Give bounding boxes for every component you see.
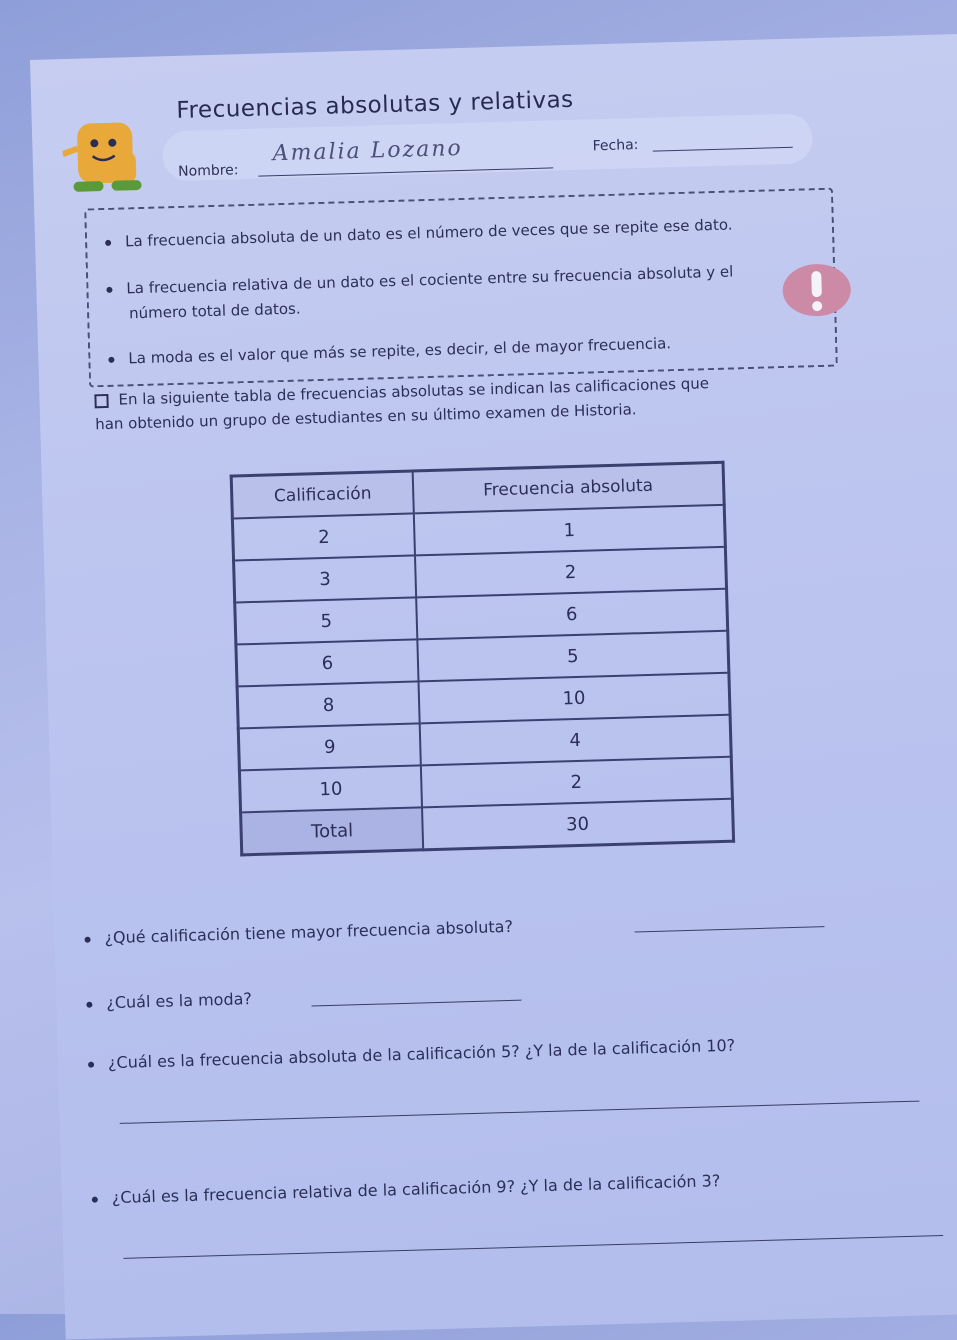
cell-frecuencia: 4 bbox=[420, 715, 732, 766]
question-1: ¿Qué calificación tiene mayor frecuencia absoluta? bbox=[84, 917, 513, 948]
cell-calificacion: 9 bbox=[238, 723, 421, 770]
answer-line-3[interactable] bbox=[120, 1101, 920, 1124]
nombre-signature: Amalia Lozano bbox=[272, 135, 464, 167]
question-3: ¿Cuál es la frecuencia absoluta de la calificación 5? ¿Y la de la calificación 10? bbox=[88, 1036, 736, 1073]
cell-calificacion: 8 bbox=[237, 681, 420, 728]
mascot-icon bbox=[62, 117, 154, 199]
definition-moda: La moda es el valor que más se repite, es decir, el de mayor frecuencia. bbox=[108, 334, 671, 368]
header-frecuencia: Frecuencia absoluta bbox=[413, 462, 725, 513]
question-2: ¿Cuál es la moda? bbox=[86, 989, 252, 1013]
answer-line-2[interactable] bbox=[312, 1000, 522, 1007]
bullet-icon bbox=[88, 1061, 94, 1067]
cell-frecuencia: 2 bbox=[421, 757, 733, 808]
exercise-intro: En la siguiente tabla de frecuencias absolutas se indican las calificaciones que han obtenido un grupo de estudiantes en su último examen de Historia. bbox=[94, 374, 710, 434]
bullet-icon bbox=[105, 239, 111, 245]
answer-line-4[interactable] bbox=[123, 1235, 943, 1259]
cell-frecuencia: 1 bbox=[414, 505, 726, 556]
checkbox-icon bbox=[94, 393, 108, 407]
cell-total-value: 30 bbox=[422, 799, 734, 850]
question-4: ¿Cuál es la frecuencia relativa de la calificación 9? ¿Y la de la calificación 3? bbox=[92, 1171, 721, 1208]
cell-frecuencia: 10 bbox=[418, 673, 730, 724]
cell-calificacion: 10 bbox=[239, 765, 422, 812]
cell-frecuencia: 2 bbox=[415, 547, 727, 598]
cell-total-label: Total bbox=[241, 807, 424, 855]
definition-absoluta: La frecuencia absoluta de un dato es el número de veces que se repite ese dato. bbox=[105, 215, 733, 251]
worksheet-page bbox=[30, 34, 957, 1339]
bullet-icon bbox=[86, 1001, 92, 1007]
bullet-icon bbox=[106, 286, 112, 292]
fecha-label: Fecha: bbox=[592, 137, 639, 155]
definition-relativa: La frecuencia relativa de un dato es el cociente entre su frecuencia absoluta y el bbox=[106, 262, 733, 298]
nombre-label: Nombre: bbox=[177, 162, 239, 180]
bullet-icon bbox=[92, 1196, 98, 1202]
cell-frecuencia: 6 bbox=[416, 589, 728, 640]
exclamation-bubble-icon bbox=[781, 262, 853, 319]
cell-calificacion: 5 bbox=[235, 597, 418, 644]
page-title: Frecuencias absolutas y relativas bbox=[176, 86, 574, 124]
header-calificacion: Calificación bbox=[231, 471, 414, 519]
bullet-icon bbox=[108, 356, 114, 362]
answer-line-1[interactable] bbox=[635, 926, 825, 932]
cell-calificacion: 6 bbox=[236, 639, 419, 686]
cell-frecuencia: 5 bbox=[417, 631, 729, 682]
cell-calificacion: 2 bbox=[232, 513, 415, 560]
definition-relativa-cont: número total de datos. bbox=[128, 299, 301, 323]
bullet-icon bbox=[84, 936, 90, 942]
cell-calificacion: 3 bbox=[234, 555, 417, 602]
title-banner bbox=[162, 113, 813, 181]
frequency-table bbox=[230, 461, 735, 857]
